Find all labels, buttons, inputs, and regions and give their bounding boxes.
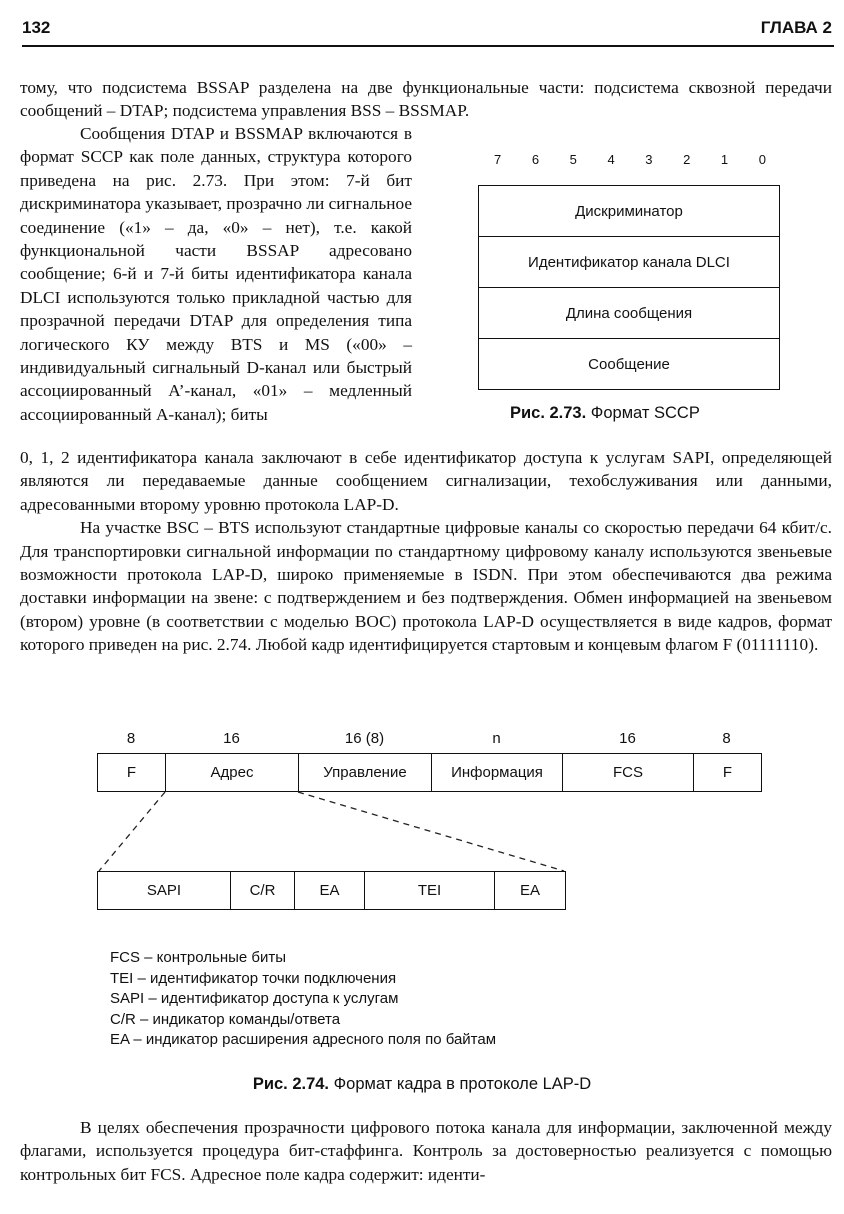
bit-label: 0 bbox=[758, 152, 766, 167]
frame-field-flag-end: F bbox=[722, 764, 733, 781]
size-label-f: 8 bbox=[126, 730, 136, 747]
paragraph-3-text: На участке BSC – BTS используют стандартные цифровые каналы со скоростью передачи 64 кбит/с. Для транспортировки сигнальной информации по стандартному цифровому каналу используются звеньевые возможности протокола LAP-D, широко применяемые в ISDN. При этом обеспечиваются два режима доставки информации на звене: с подтверждением и без подтверждения. Обмен информацией на звеньевом (втором) уровне (в соответствии с моделью ВОС) протокола LAP-D осуществляется в виде кадров, формат которого приведен на рис. 2.74. Любой кадр идентифицируется стартовым и концевым флагом F (01111110). bbox=[20, 518, 832, 655]
size-label-f-end: 8 bbox=[722, 730, 731, 747]
figure-legend bbox=[110, 948, 496, 1051]
legend-item: EA – индикатор расширения адресного поля по байтам bbox=[110, 1031, 497, 1048]
frame-field-information: Информация bbox=[432, 754, 563, 791]
paragraph-1-text: тому, что подсистема BSSAP разделена на две функциональные части: подсистема сквозной передачи сообщений – DTAP; подсистема управления BSS – BSSMAP. bbox=[20, 78, 832, 121]
frame-field-control: Управление bbox=[299, 754, 432, 791]
page-number: 132 bbox=[22, 18, 51, 37]
size-label-control: 16 (8) bbox=[344, 730, 385, 747]
bit-label: 7 bbox=[494, 152, 502, 167]
paragraph-2-text: Сообщения DTAP и BSSMAP включаются в формат SCCP как поле данных, структура которого приведена на рис. 2.73. При этом: 7-й бит дискриминатора указывает, прозрачно ли сигнальное соединение («1» – да, «0» – нет), т.е. какой функциональной части BSSAP адресовано сообщение; 6-й и 7-й биты идентификатора канала DLCI используются только прикладной частью для прозрачной передачи DTAP для определения типа логического КУ между BTS и MS («00» – индивидуальный сигнальный D-канал или быстрый ассоциированный A’-канал, «01» – медленный ассоциированный A-канал); биты bbox=[20, 124, 412, 424]
dashed-line-left bbox=[99, 792, 165, 871]
sccp-field-length: Длина сообщения bbox=[479, 288, 779, 339]
paragraph-4-text: В целях обеспечения прозрачности цифрового потока канала для информации, заключенной между флагами, используется процедура бит-стаффинга. Контроль за достоверностью реализуется с помощью контрольных бит FCS. Адресное поле кадра содержит: иденти- bbox=[20, 1118, 832, 1184]
caption-number: Рис. 2.73. bbox=[510, 404, 587, 422]
frame-field-flag: F bbox=[98, 754, 166, 791]
bit-label: 2 bbox=[683, 152, 691, 167]
caption-text: Формат SCCP bbox=[590, 404, 700, 422]
sccp-field-discriminator: Дискриминатор bbox=[479, 186, 779, 237]
bit-label: 4 bbox=[607, 152, 615, 167]
size-label-address: 16 bbox=[223, 730, 240, 747]
legend-item: SAPI – идентификатор доступа к услугам bbox=[110, 990, 399, 1007]
bit-label: 5 bbox=[569, 152, 577, 167]
paragraph-4 bbox=[20, 1116, 832, 1186]
sccp-field-dlci: Идентификатор канала DLCI bbox=[479, 237, 779, 288]
dashed-line-right bbox=[298, 792, 564, 871]
legend-item: TEI – идентификатор точки подключения bbox=[110, 969, 397, 987]
bit-label: 3 bbox=[645, 152, 653, 167]
sub-field-sapi: SAPI bbox=[98, 872, 231, 909]
bit-label: 6 bbox=[531, 152, 540, 167]
frame-field-fcs: FCS bbox=[563, 754, 694, 791]
sub-field-ea-2: EA bbox=[519, 882, 540, 899]
caption-text: Формат кадра в протоколе LAP-D bbox=[333, 1075, 592, 1093]
sccp-field-message: Сообщение bbox=[588, 355, 670, 373]
figure-2-74-caption bbox=[0, 1075, 844, 1094]
chapter-title: ГЛАВА 2 bbox=[760, 18, 832, 37]
legend-item: FCS – контрольные биты bbox=[110, 949, 287, 966]
legend-item: C/R – индикатор команды/ответа bbox=[110, 1010, 341, 1028]
address-field-diagram bbox=[97, 871, 566, 910]
frame-field-address: Адрес bbox=[166, 754, 299, 791]
size-label-fcs: 16 bbox=[619, 730, 636, 747]
bit-label: 1 bbox=[720, 152, 729, 167]
size-label-info: n bbox=[492, 730, 501, 747]
sub-field-cr: C/R bbox=[231, 872, 295, 909]
caption-number: Рис. 2.74. bbox=[252, 1075, 330, 1093]
sub-field-ea: EA bbox=[295, 872, 365, 909]
sub-field-tei: TEI bbox=[365, 872, 495, 909]
paragraph-2-cont-text: 0, 1, 2 идентификатора канала заключают в себе идентификатор доступа к услугам SAPI, определяющей являются ли передаваемые данные сообщением сигнализации, техобслуживания или данными, адресованными второму уровню протокола LAP-D. bbox=[20, 448, 832, 514]
